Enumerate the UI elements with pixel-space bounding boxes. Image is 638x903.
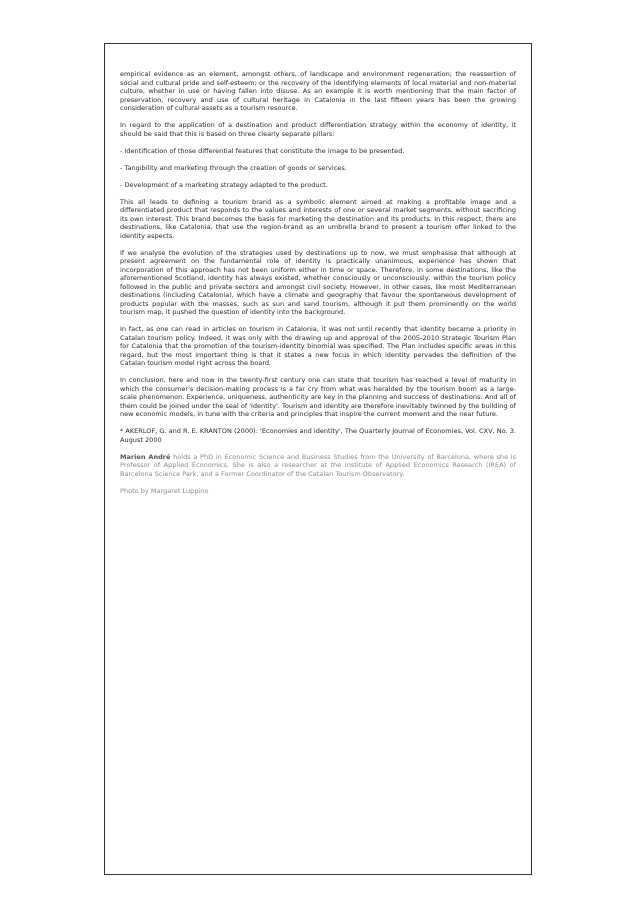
paragraph-strategy: In regard to the application of a destination and product differentiation strategy within the economy of identity, it should be said that this is based on three clearly separate pillars: <box>120 121 516 138</box>
author-bio <box>120 453 516 479</box>
author-name: Marien André <box>120 452 171 461</box>
photo-credit: Photo by Margaret Luppino <box>120 486 209 495</box>
pillar-item-2: - Tangibility and marketing through the creation of goods or services. <box>120 163 347 172</box>
author-bio-text: holds a PhD in Economic Science and Business Studies from the University of Barcelona, where she is Professor of Applied Economics. She is also a researcher at the Institute of Applied Economics Research (IREA) of Barcelona Science Park, and a Former Coordinator of the Catalan Tourism Observatory. <box>120 452 516 478</box>
pillar-item-1: - Identification of those differential features that constitute the image to be presented. <box>120 146 405 155</box>
footnote-reference: * AKERLOF, G. and R. E. KRANTON (2000): 'Economies and identity', The Quarterly Journal of Economies, Vol. CXV, No. 3. August 2000 <box>120 427 516 444</box>
paragraph-conclusion: In conclusion, here and now in the twenty-first century one can state that tourism has reached a level of maturity in which the consumer's decision-making process is a far cry from what was heralded by the tourism boom as a large-scale phenomenon. Experience, uniqueness, authenticity are key in the planning and success of destinations. And all of them could be joined under the seal of 'identity'. Tourism and identity are therefore inevitably twinned by the building of new economic models, in tune with the criteria and principles that inspire the current moment and the near future. <box>120 376 516 418</box>
pillar-item-3: - Development of a marketing strategy adapted to the product. <box>120 180 328 189</box>
paragraph-catalonia: In fact, as one can read in articles on tourism in Catalonia, it was not until recently that identity became a priority in Catalan tourism policy. Indeed, it was only with the drawing up and approval of the 2005-2010 Strategic Tourism Plan for Catalonia that the promotion of the tourism-identity binomial was specified. The Plan includes specific areas in this regard, but the most important thing is that it states a new focus in which identity pervades the definition of the Catalan tourism model right across the board. <box>120 325 516 367</box>
paragraph-evolution: If we analyse the evolution of the strategies used by destinations up to now, we must emphasise that although at present agreement on the fundamental role of identity is practically unanimous, experience has shown that incorporation of this approach has not been uniform either in time or space. Therefore, in some destinations, like the aforementioned Scotland, identity has always existed, whether consciously or unconsciously, within the tourism policy followed in the public and private sectors and amongst civil society. However, in other cases, like most Mediterranean destinations (including Catalonia), which have a climate and geography that favour the spontaneous development of products popular with the masses, such as sun and sand tourism, although it put them prominently on the world tourism map, it pushed the question of identity into the background. <box>120 248 516 316</box>
paragraph-intro: empirical evidence as an element, amongst others, of landscape and environment regeneration; the reassertion of social and cultural pride and self-esteem; or the recovery of the identifying elements of local material and non-material culture, whether in use or having fallen into disuse. As an example it is worth mentioning that the main factor of preservation, recovery and use of cultural heritage in Catalonia in the last fifteen years has been the growing consideration of cultural assets as a tourism resource. <box>120 70 516 112</box>
paragraph-brand: This all leads to defining a tourism brand as a symbolic element aimed at making a profitable image and a differentiated product that responds to the values and interests of one or several market segments, without sacrificing its own interest. This brand becomes the basis for marketing the destination and its products. In this respect, there are destinations, like Catalonia, that use the region-brand as an umbrella brand to present a tourism offer linked to the identity aspects. <box>120 197 516 240</box>
article-body <box>120 70 516 504</box>
